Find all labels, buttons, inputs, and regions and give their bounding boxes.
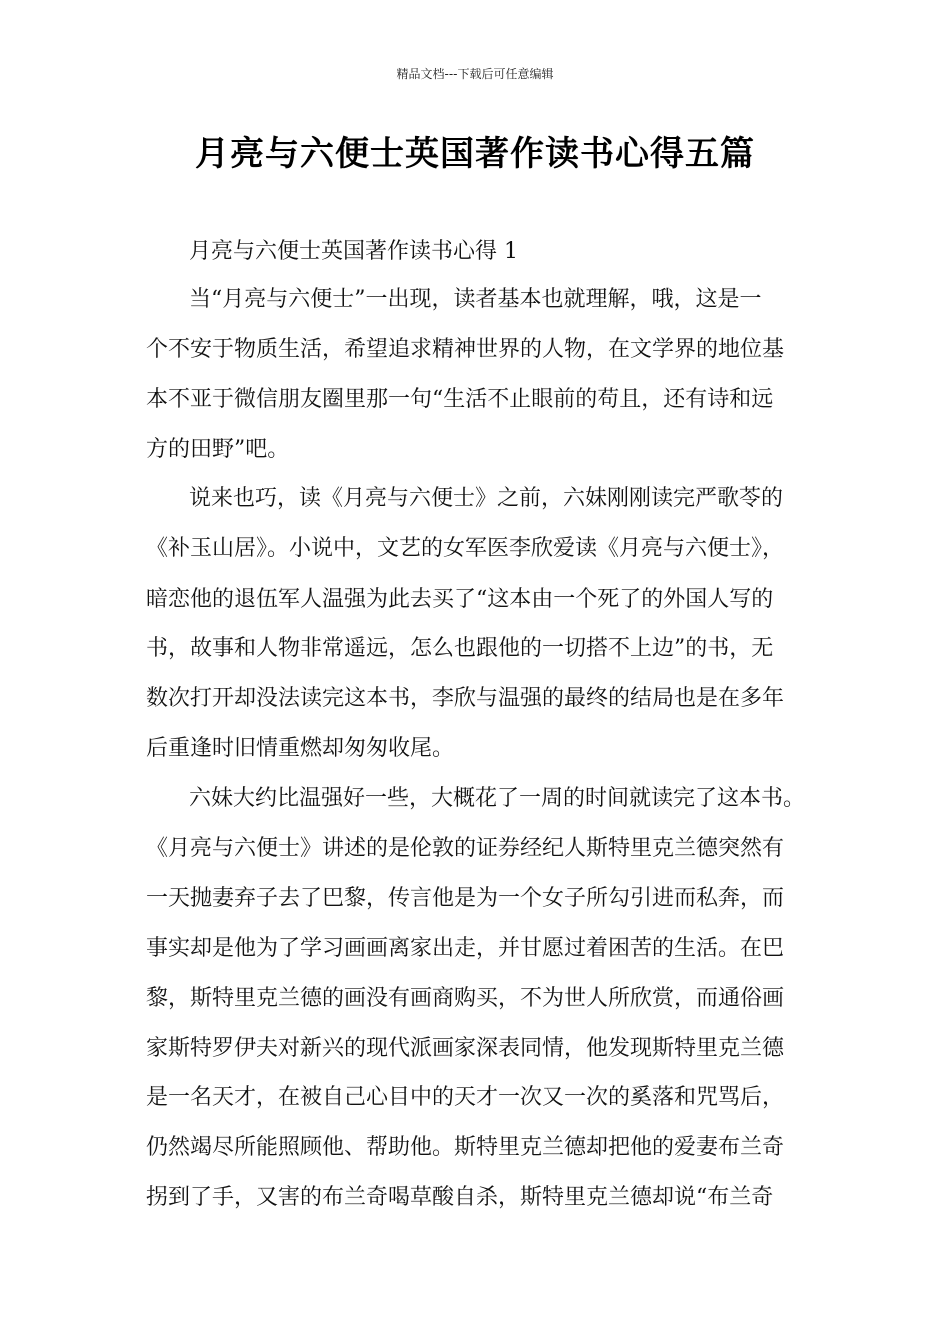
text-line: 仍然竭尽所能照顾他、帮助他。斯特里克兰德却把他的爱妻布兰奇 (146, 1135, 785, 1160)
text-line: 家斯特罗伊夫对新兴的现代派画家深表同情，他发现斯特里克兰德 (146, 1036, 785, 1061)
text-line: 方的田野”吧。 (146, 437, 290, 462)
text-line: 《月亮与六便士》讲述的是伦敦的证券经纪人斯特里克兰德突然有 (146, 836, 785, 861)
text-line: 拐到了手，又害的布兰奇喝草酸自杀，斯特里克兰德却说“布兰奇 (146, 1185, 774, 1210)
text-line: 黎，斯特里克兰德的画没有画商购买，不为世人所欣赏，而通俗画 (146, 986, 785, 1011)
text-line: 一天抛妻弃子去了巴黎，传言他是为一个女子所勾引进而私奔，而 (146, 886, 785, 911)
text-line: 后重逢时旧情重燃却匆匆收尾。 (146, 736, 455, 761)
text-line: 《补玉山居》。小说中，文艺的女军医李欣爱读《月亮与六便士》， (146, 536, 785, 561)
text-line: 数次打开却没法读完这本书，李欣与温强的最终的结局也是在多年 (146, 686, 785, 711)
text-line: 事实却是他为了学习画画离家出走，并甘愿过着困苦的生活。在巴 (146, 936, 785, 961)
text-line: 暗恋他的退伍军人温强为此去买了“这本由一个死了的外国人写的 (146, 587, 774, 612)
text-line: 个不安于物质生活，希望追求精神世界的人物，在文学界的地位基 (146, 337, 785, 362)
text-line: 是一名天才，在被自己心目中的天才一次又一次的奚落和咒骂后， (146, 1085, 785, 1110)
text-line: 书，故事和人物非常遥远，怎么也跟他的一切搭不上边”的书，无 (146, 636, 774, 661)
header-note: 精品文档---下载后可任意编辑 (396, 67, 554, 81)
section-heading: 月亮与六便士英国著作读书心得 1 (189, 239, 518, 264)
text-line: 当“月亮与六便士”一出现，读者基本也就理解，哦，这是一 (189, 287, 762, 312)
text-line: 本不亚于微信朋友圈里那一句“生活不止眼前的苟且，还有诗和远 (146, 387, 774, 412)
document-title: 月亮与六便士英国著作读书心得五篇 (195, 134, 755, 174)
text-line: 说来也巧，读《月亮与六便士》之前，六妹刚刚读完严歌苓的 (189, 486, 784, 511)
text-line: 六妹大约比温强好一些，大概花了一周的时间就读完了这本书。 (189, 786, 806, 811)
